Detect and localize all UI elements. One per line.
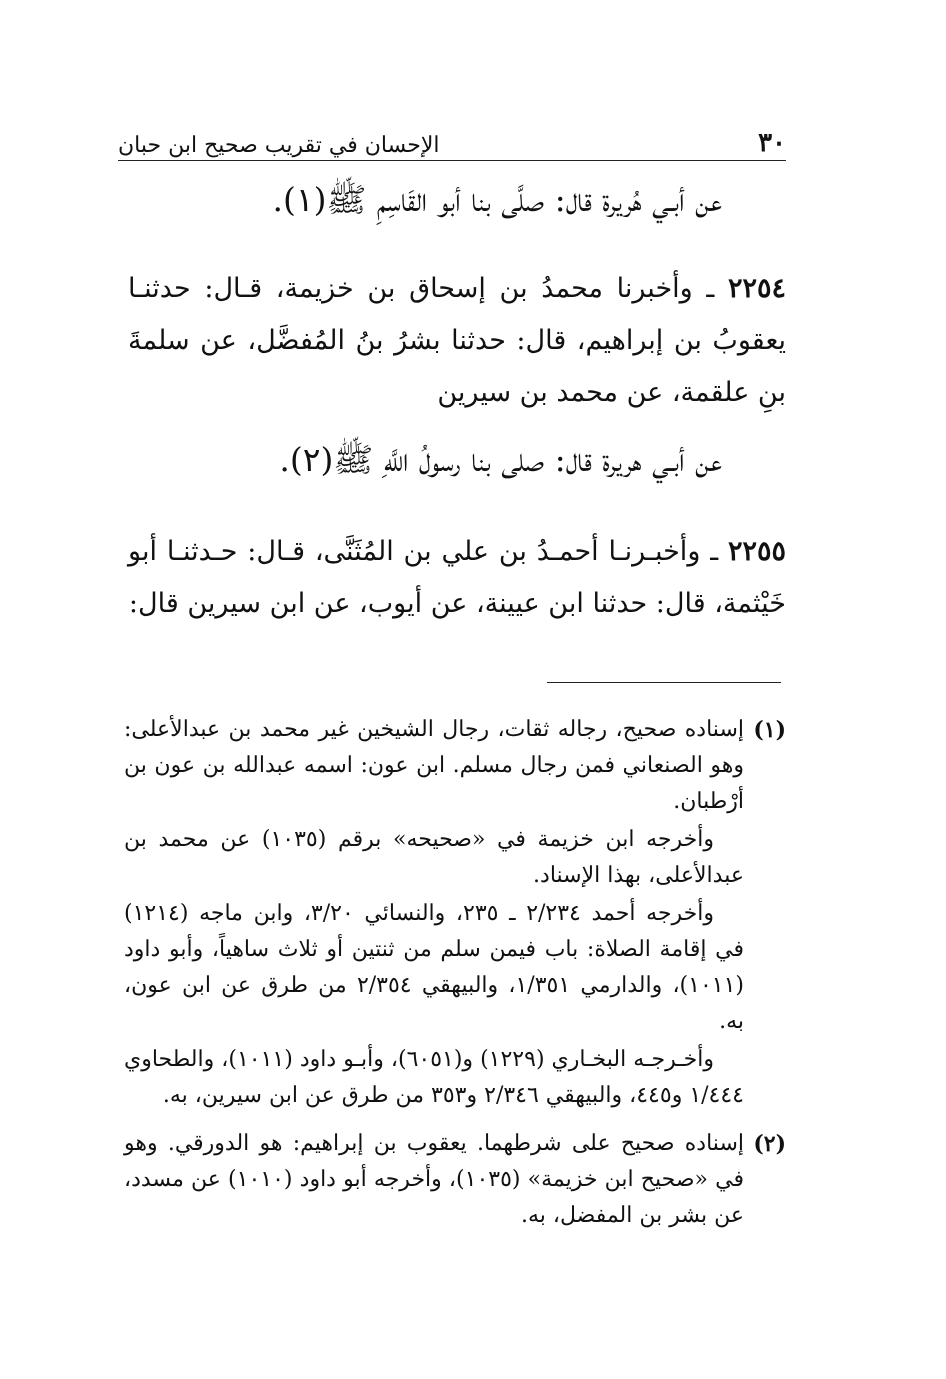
footnote-paragraph: وأخرجه ابن خزيمة في «صحيحه» برقم (١٠٣٥) عن محمد بن عبدالأعلى، بهذا الإسناد.	[124, 827, 744, 888]
footnote-paragraph: وأخرجه أحمد ٢/٢٣٤ ـ ٢٣٥، والنسائي ٣/٢٠، وابن ماجه (١٢١٤) في إقامة الصلاة: باب فيمن سلم من ثنتين أو ثلاث ساهياً، وأبو داود (١٠١١)، والدارمي ١/٣٥١، والبيهقي ٢/٣٥٤ من طرق عن ابن عون، به.	[124, 901, 744, 1034]
entry-2254	[128, 263, 786, 419]
hadith-text-1: عن أبـي هُريرة قال: صلَّى بنا أبو القَاسِمِ ﷺ(١).	[272, 180, 722, 219]
entry-number: ٢٢٥٥	[727, 536, 786, 567]
entry-isnad: ـ وأخبرنا محمدُ بن إسحاق بن خزيمة، قـال: حدثنـا يعقوبُ بن إبراهيم، قال: حدثنا بشرُ بنُ المُفضَّل، عن سلمةَ بنِ علقمة، عن محمد بن سيرين	[128, 273, 786, 408]
footnote-1	[124, 712, 786, 1116]
header-rule	[118, 160, 786, 161]
page-header	[118, 118, 786, 158]
footnote-marker: (١)	[753, 717, 786, 743]
page-number: ٣٠	[758, 128, 786, 158]
footnote-paragraph: إسناده صحيح على شرطهما. يعقوب بن إبراهيم: هو الدورقي. وهو في «صحيح ابن خزيمة» (١٠٣٥)، وأخرجه أبو داود (١٠١٠) عن مسدد، عن بشر بن المفضل، به.	[124, 1131, 744, 1228]
footnote-paragraph: إسناده صحيح، رجاله ثقات، رجال الشيخين غير محمد بن عبدالأعلى: وهو الصنعاني فمن رجال مسلم. ابن عون: اسمه عبدالله بن عون بن أرْطبان.	[124, 717, 744, 814]
footnote-paragraph: وأخـرجـه البخـاري (١٢٢٩) و(٦٠٥١)، وأبـو داود (١٠١١)، والطحاوي ١/٤٤٤ و٤٤٥، والبيهقي ٢/٣٤٦ و٣٥٣ من طرق عن ابن سيرين، به.	[124, 1047, 744, 1108]
entry-number: ٢٢٥٤	[727, 273, 786, 304]
footnote-body	[124, 1126, 744, 1236]
footnote-marker: (٢)	[753, 1131, 786, 1157]
footnote-separator	[547, 682, 781, 683]
footnote-body	[124, 712, 744, 1116]
entry-2255	[128, 526, 786, 630]
running-title: الإحسان في تقريب صحيح ابن حبان	[118, 133, 440, 158]
hadith-text-2: عن أبـي هريرة قال: صلى بنا رسولُ اللَّهِ ﷺ(٢).	[279, 440, 722, 479]
footnotes	[124, 712, 786, 1246]
entry-isnad: ـ وأخبـرنـا أحمـدُ بن علي بن المُثَنَّى، قـال: حـدثنـا أبو خَيْثمة، قال: حدثنا ابن عيينة، عن أيوب، عن ابن سيرين قال:	[128, 536, 786, 619]
footnote-2	[124, 1126, 786, 1236]
